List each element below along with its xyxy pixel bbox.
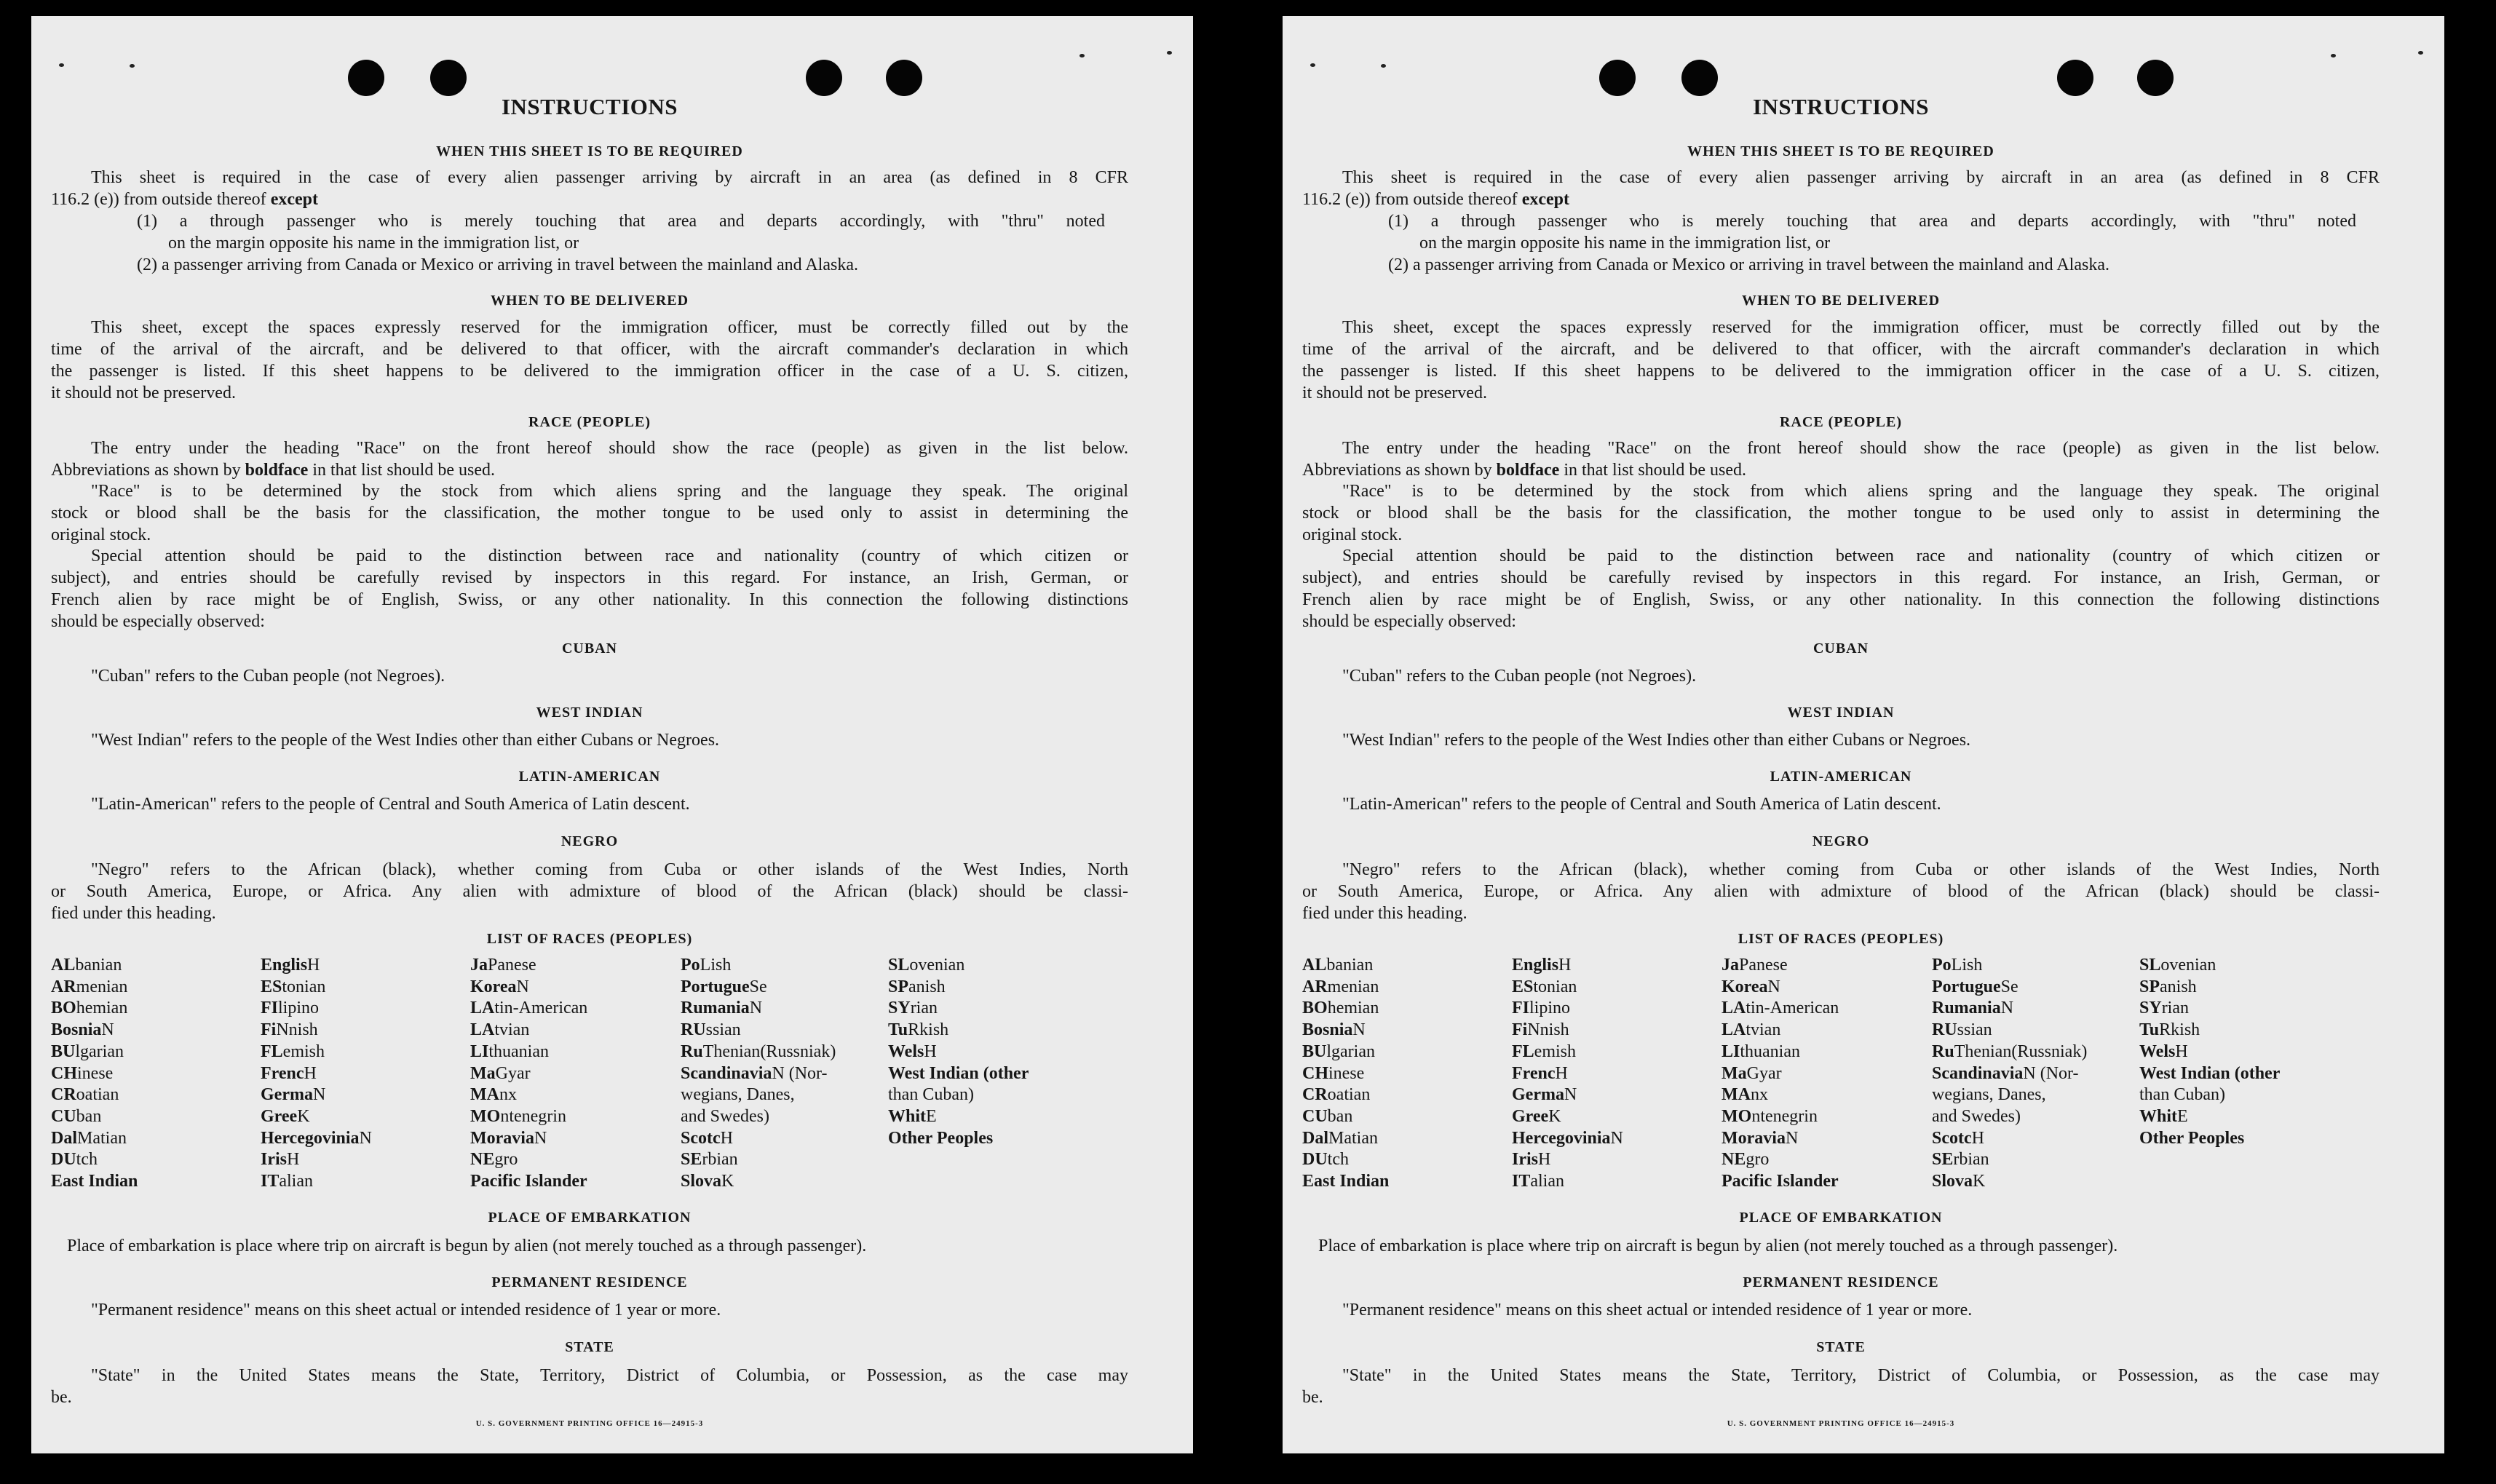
- speck: [1167, 51, 1172, 55]
- race-entry: East Indian: [1302, 1172, 1390, 1191]
- paragraph-negro: "Negro" refers to the African (black), whether coming from Cuba or other islands of the West Indies, North or South America, Europe, or Africa. Any alien with admixture of blood of the African (black) should be classi- fied under this heading.: [51, 860, 1128, 923]
- paragraph-race-3: Special attention should be paid to the distinction between race and nationality (country of which citizen or subject), and entries should be carefully revised by inspectors in this regard. For instance, an Irish, German, or French alien by race might be of English, Swiss, or any other nationality. In this connection the following distinctions should be especially observed:: [1302, 547, 2380, 631]
- heading-delivered: WHEN TO BE DELIVERED: [490, 293, 689, 309]
- race-entry: IrisH: [261, 1150, 300, 1170]
- race-entry: DUtch: [51, 1150, 98, 1170]
- race-entry: RumaniaN: [681, 999, 763, 1018]
- paragraph-cuban: "Cuban" refers to the Cuban people (not Negroes).: [91, 667, 445, 686]
- punch-hole: [348, 60, 384, 96]
- printing-office-footer: U. S. GOVERNMENT PRINTING OFFICE 16—24915-3: [475, 1419, 704, 1428]
- race-entry: FrencH: [1512, 1063, 1568, 1083]
- race-entry: FIlipino: [1512, 999, 1571, 1018]
- paragraph-required: This sheet is required in the case of every alien passenger arriving by aircraft in an area (as defined in 8 CFR 116.2 (e)) from outside thereof except: [51, 168, 1128, 209]
- punch-hole: [2057, 60, 2093, 96]
- race-entry: CHinese: [1302, 1063, 1365, 1083]
- race-entry: MaGyar: [470, 1063, 531, 1083]
- race-column-5: [2139, 955, 2280, 1149]
- race-entry: WhitE: [888, 1106, 937, 1126]
- speck: [1079, 54, 1085, 57]
- race-entry: KoreaN: [470, 977, 529, 996]
- race-entry: RUssian: [681, 1020, 741, 1040]
- race-entry: CRoatian: [1302, 1085, 1371, 1105]
- paragraph-cuban: "Cuban" refers to the Cuban people (not Negroes).: [1342, 667, 1697, 686]
- heading-required: WHEN THIS SHEET IS TO BE REQUIRED: [1687, 143, 1994, 159]
- race-entry: than Cuban): [888, 1085, 974, 1105]
- paragraph-delivered: This sheet, except the spaces expressly reserved for the immigration officer, must be correctly filled out by the time of the arrival of the aircraft, and be delivered to that officer, with the aircraft commander's declaration in which the passenger is listed. If this sheet happens to be delivered to the immigration officer in the case of a U. S. citizen, it should not be preserved.: [1302, 318, 2380, 402]
- list-item-2: (2) a passenger arriving from Canada or Mexico or arriving in travel between the mainland and Alaska.: [137, 255, 858, 274]
- punch-hole: [430, 60, 467, 96]
- heading-list-of-races: LIST OF RACES (PEOPLES): [486, 931, 693, 947]
- race-entry: PoLish: [681, 956, 732, 975]
- paragraph-state: "State" in the United States means the State, Territory, District of Columbia, or Possession, as the case may be.: [1302, 1366, 2380, 1407]
- race-entry: WelsH: [888, 1041, 937, 1061]
- race-entry: Pacific Islander: [1722, 1172, 1839, 1191]
- race-entry: RuThenian(Russniak): [1932, 1041, 2088, 1061]
- race-entry: TuRkish: [888, 1020, 949, 1040]
- race-entry: HercegoviniaN: [1512, 1128, 1623, 1148]
- paragraph-race-3: Special attention should be paid to the distinction between race and nationality (country of which citizen or subject), and entries should be carefully revised by inspectors in this regard. For instance, an Irish, German, or French alien by race might be of English, Swiss, or any other nationality. In this connection the following distinctions should be especially observed:: [51, 547, 1128, 631]
- race-entry: PoLish: [1932, 956, 1983, 975]
- race-column-4: [1932, 955, 2087, 1193]
- race-entry: LIthuanian: [470, 1041, 549, 1061]
- race-column-2: [1512, 955, 1623, 1193]
- paragraph-residence: "Permanent residence" means on this sheet actual or intended residence of 1 year or more.: [1342, 1301, 1973, 1320]
- race-entry: GreeK: [261, 1106, 310, 1126]
- heading-state: STATE: [565, 1339, 614, 1355]
- race-entry: CHinese: [51, 1063, 114, 1083]
- heading-place-of-embarkation: PLACE OF EMBARKATION: [488, 1210, 692, 1226]
- race-entry: ITalian: [261, 1172, 313, 1191]
- race-entry: EnglisH: [261, 956, 320, 975]
- punch-hole: [1681, 60, 1718, 96]
- race-entry: PortugueSe: [681, 977, 767, 996]
- race-entry: CRoatian: [51, 1085, 119, 1105]
- heading-permanent-residence: PERMANENT RESIDENCE: [1743, 1274, 1939, 1290]
- race-entry: and Swedes): [681, 1106, 769, 1126]
- heading-required: WHEN THIS SHEET IS TO BE REQUIRED: [436, 143, 743, 159]
- paragraph-embarkation: Place of embarkation is place where trip on aircraft is begun by alien (not merely touched as a through passenger).: [1318, 1237, 2118, 1255]
- printing-office-footer: U. S. GOVERNMENT PRINTING OFFICE 16—24915-3: [1727, 1419, 1955, 1428]
- race-entry: SErbian: [1932, 1150, 1989, 1170]
- race-entry: LAtin-American: [1722, 999, 1839, 1018]
- paragraph-negro: "Negro" refers to the African (black), whether coming from Cuba or other islands of the West Indies, North or South America, Europe, or Africa. Any alien with admixture of blood of the African (black) should be classi- fied under this heading.: [1302, 860, 2380, 923]
- race-column-1: [1302, 955, 1389, 1193]
- race-entry: ScandinaviaN (Nor-: [1932, 1063, 2079, 1083]
- race-entry: than Cuban): [2139, 1085, 2225, 1105]
- race-entry: CUban: [51, 1106, 102, 1126]
- speck: [1310, 63, 1315, 67]
- race-entry: ScotcH: [681, 1128, 733, 1148]
- race-entry: EStonian: [261, 977, 326, 996]
- page-title: INSTRUCTIONS: [1752, 94, 1929, 119]
- punch-hole: [886, 60, 922, 96]
- race-entry: SPanish: [2139, 977, 2197, 996]
- race-entry: BosniaN: [51, 1020, 114, 1040]
- paragraph-embarkation: Place of embarkation is place where trip on aircraft is begun by alien (not merely touched as a through passenger).: [67, 1237, 867, 1255]
- race-entry: GermaN: [1512, 1085, 1577, 1105]
- paragraph-race-1: The entry under the heading "Race" on the front hereof should show the race (people) as given in the list below. Abbreviations as shown by boldface in that list should be used.: [51, 439, 1128, 480]
- race-entry: wegians, Danes,: [1932, 1085, 2046, 1105]
- race-entry: NEgro: [1722, 1150, 1770, 1170]
- paragraph-west-indian: "West Indian" refers to the people of the West Indies other than either Cubans or Negroes.: [91, 731, 720, 750]
- race-entry: RUssian: [1932, 1020, 1992, 1040]
- heading-west-indian: WEST INDIAN: [536, 705, 643, 721]
- heading-race: RACE (PEOPLE): [1780, 414, 1902, 430]
- document-page-right: [1283, 16, 2444, 1453]
- race-entry: BosniaN: [1302, 1020, 1366, 1040]
- list-item-1: (1) a through passenger who is merely touching that area and departs accordingly, with "thru" noted on the margin opposite his name in the immigration list, or: [1388, 212, 2356, 253]
- race-entry: RumaniaN: [1932, 999, 2014, 1018]
- race-entry: SPanish: [888, 977, 946, 996]
- heading-place-of-embarkation: PLACE OF EMBARKATION: [1739, 1210, 1943, 1226]
- heading-cuban: CUBAN: [1812, 640, 1869, 656]
- race-entry: Other Peoples: [888, 1128, 994, 1148]
- race-entry: West Indian (other: [2139, 1063, 2281, 1083]
- race-entry: FrencH: [261, 1063, 317, 1083]
- race-entry: BUlgarian: [1302, 1041, 1375, 1061]
- race-entry: KoreaN: [1722, 977, 1780, 996]
- race-column-5: [888, 955, 1029, 1149]
- heading-permanent-residence: PERMANENT RESIDENCE: [491, 1274, 688, 1290]
- race-entry: BUlgarian: [51, 1041, 124, 1061]
- speck: [1381, 64, 1386, 68]
- paragraph-required: This sheet is required in the case of every alien passenger arriving by aircraft in an area (as defined in 8 CFR 116.2 (e)) from outside thereof except: [1302, 168, 2380, 209]
- list-item-1: (1) a through passenger who is merely touching that area and departs accordingly, with "thru" noted on the margin opposite his name in the immigration list, or: [137, 212, 1105, 253]
- race-entry: WhitE: [2139, 1106, 2188, 1126]
- race-entry: FLemish: [1512, 1041, 1576, 1061]
- race-entry: ITalian: [1512, 1172, 1564, 1191]
- speck: [59, 63, 64, 67]
- race-entry: DalMatian: [51, 1128, 127, 1148]
- punch-hole: [1599, 60, 1636, 96]
- list-item-2: (2) a passenger arriving from Canada or Mexico or arriving in travel between the mainland and Alaska.: [1388, 255, 2109, 274]
- heading-list-of-races: LIST OF RACES (PEOPLES): [1738, 931, 1944, 947]
- race-entry: Pacific Islander: [470, 1172, 587, 1191]
- race-entry: LIthuanian: [1722, 1041, 1800, 1061]
- heading-delivered: WHEN TO BE DELIVERED: [1741, 293, 1941, 309]
- heading-cuban: CUBAN: [561, 640, 618, 656]
- race-entry: MAnx: [470, 1085, 517, 1105]
- race-column-4: [681, 955, 836, 1193]
- race-entry: East Indian: [51, 1172, 138, 1191]
- race-entry: MOntenegrin: [470, 1106, 566, 1126]
- heading-negro: NEGRO: [560, 833, 619, 849]
- heading-latin-american: LATIN-AMERICAN: [1770, 769, 1912, 785]
- race-entry: BOhemian: [51, 999, 128, 1018]
- race-entry: EnglisH: [1512, 956, 1572, 975]
- punch-hole: [2137, 60, 2174, 96]
- speck: [2418, 51, 2423, 55]
- heading-state: STATE: [1816, 1339, 1866, 1355]
- race-entry: MoraviaN: [1722, 1128, 1799, 1148]
- race-entry: MoraviaN: [470, 1128, 547, 1148]
- race-entry: SlovaK: [681, 1172, 734, 1191]
- race-entry: LAtvian: [1722, 1020, 1781, 1040]
- race-entry: RuThenian(Russniak): [681, 1041, 836, 1061]
- race-column-3: [1722, 955, 1839, 1193]
- race-entry: SErbian: [681, 1150, 738, 1170]
- document-page-left: [31, 16, 1193, 1453]
- race-entry: ALbanian: [51, 956, 122, 975]
- race-entry: NEgro: [470, 1150, 518, 1170]
- race-entry: Other Peoples: [2139, 1128, 2245, 1148]
- race-entry: SYrian: [2139, 999, 2189, 1018]
- paragraph-west-indian: "West Indian" refers to the people of the West Indies other than either Cubans or Negroes.: [1342, 731, 1971, 750]
- race-entry: ScotcH: [1932, 1128, 1984, 1148]
- race-entry: FiNnish: [1512, 1020, 1569, 1040]
- race-entry: HercegoviniaN: [261, 1128, 372, 1148]
- speck: [130, 64, 135, 68]
- race-entry: CUban: [1302, 1106, 1353, 1126]
- race-entry: TuRkish: [2139, 1020, 2200, 1040]
- race-entry: FiNnish: [261, 1020, 318, 1040]
- race-entry: PortugueSe: [1932, 977, 2018, 996]
- paragraph-latin-american: "Latin-American" refers to the people of Central and South America of Latin descent.: [91, 795, 690, 814]
- race-entry: and Swedes): [1932, 1106, 2021, 1126]
- race-column-1: [51, 955, 138, 1193]
- race-entry: WelsH: [2139, 1041, 2188, 1061]
- race-entry: DUtch: [1302, 1150, 1349, 1170]
- race-entry: JaPanese: [1722, 956, 1788, 975]
- heading-latin-american: LATIN-AMERICAN: [518, 769, 661, 785]
- race-entry: MAnx: [1722, 1085, 1768, 1105]
- paragraph-race-2: "Race" is to be determined by the stock from which aliens spring and the language they speak. The original stock or blood shall be the basis for the classification, the mother tongue to be used only to assist in determining the original stock.: [1302, 482, 2380, 544]
- speck: [2331, 54, 2336, 57]
- race-entry: FLemish: [261, 1041, 325, 1061]
- heading-race: RACE (PEOPLE): [528, 414, 651, 430]
- race-entry: SYrian: [888, 999, 938, 1018]
- race-entry: GermaN: [261, 1085, 326, 1105]
- race-entry: MaGyar: [1722, 1063, 1782, 1083]
- race-column-3: [470, 955, 587, 1193]
- heading-negro: NEGRO: [1812, 833, 1870, 849]
- punch-hole: [806, 60, 842, 96]
- race-entry: MOntenegrin: [1722, 1106, 1818, 1126]
- race-entry: ARmenian: [1302, 977, 1379, 996]
- race-entry: ALbanian: [1302, 956, 1374, 975]
- race-entry: SlovaK: [1932, 1172, 1986, 1191]
- paragraph-race-2: "Race" is to be determined by the stock from which aliens spring and the language they speak. The original stock or blood shall be the basis for the classification, the mother tongue to be used only to assist in determining the original stock.: [51, 482, 1128, 544]
- race-entry: LAtvian: [470, 1020, 530, 1040]
- paragraph-state: "State" in the United States means the State, Territory, District of Columbia, or Possession, as the case may be.: [51, 1366, 1128, 1407]
- paragraph-latin-american: "Latin-American" refers to the people of Central and South America of Latin descent.: [1342, 795, 1941, 814]
- race-entry: FIlipino: [261, 999, 320, 1018]
- race-entry: EStonian: [1512, 977, 1577, 996]
- race-entry: BOhemian: [1302, 999, 1379, 1018]
- race-entry: GreeK: [1512, 1106, 1561, 1126]
- race-column-2: [261, 955, 372, 1193]
- race-entry: West Indian (other: [888, 1063, 1029, 1083]
- heading-west-indian: WEST INDIAN: [1787, 705, 1895, 721]
- race-entry: SLovenian: [2139, 956, 2216, 975]
- race-entry: ARmenian: [51, 977, 128, 996]
- race-entry: DalMatian: [1302, 1128, 1378, 1148]
- race-entry: LAtin-American: [470, 999, 588, 1018]
- race-entry: ScandinaviaN (Nor-: [681, 1063, 828, 1083]
- paragraph-race-1: The entry under the heading "Race" on the front hereof should show the race (people) as given in the list below. Abbreviations as shown by boldface in that list should be used.: [1302, 439, 2380, 480]
- page-title: INSTRUCTIONS: [501, 94, 678, 119]
- paragraph-delivered: This sheet, except the spaces expressly reserved for the immigration officer, must be correctly filled out by the time of the arrival of the aircraft, and be delivered to that officer, with the aircraft commander's declaration in which the passenger is listed. If this sheet happens to be delivered to the immigration officer in the case of a U. S. citizen, it should not be preserved.: [51, 318, 1128, 402]
- race-entry: IrisH: [1512, 1150, 1551, 1170]
- paragraph-residence: "Permanent residence" means on this sheet actual or intended residence of 1 year or more.: [91, 1301, 721, 1320]
- race-entry: SLovenian: [888, 956, 965, 975]
- race-entry: wegians, Danes,: [681, 1085, 795, 1105]
- race-entry: JaPanese: [470, 956, 536, 975]
